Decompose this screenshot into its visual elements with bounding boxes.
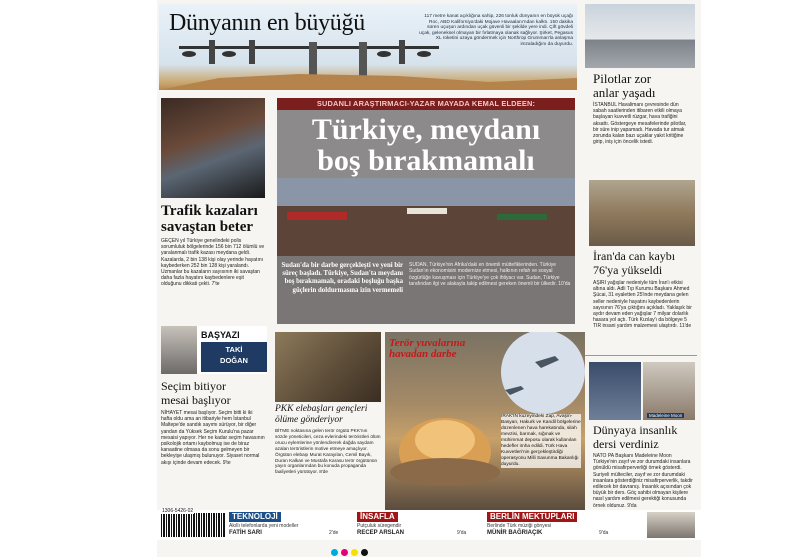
- pilots-text: İSTANBUL Havalimanı çevresinde dün sabah saatlerinden itibaren etkili olmaya başlayan kuvvetli rüzgar, hava trafiğini aksattı. Göstergeye mesafelerinde pilotlar, bir süre inip yapamadı. Havada tur atmak zorunda kalan bazı uçaklar yakıt kritiğine girip, iniş için öncelik istedi.: [593, 102, 687, 146]
- iran-title-2: 76'ya yükseldi: [593, 263, 663, 277]
- headline-overline: SUDANLI ARAŞTIRMACI-YAZAR MAYADA KEMAL ELDEEN:: [316, 99, 536, 108]
- columnist-name-1: TAKİ: [225, 345, 243, 354]
- headline-text: SUDAN, Türkiye'nin Afrika'daki en önemli müttefiklerinden. Türkiye Sudan'ın ekonomisini modernize etmesi, halkının refah ve sosyal özgürlüğe kavuşması için Türkiye'ye çok ihtiyacı var. Sudan, Türkiye tarafından ilgi ve alakayla takip edilmesi gereken önemli bir ülkedir. 10'da: [409, 262, 571, 287]
- newspaper-page: [157, 0, 701, 557]
- airstrike-photo: [385, 332, 585, 510]
- columnist-title-2: mesai başlıyor: [161, 393, 231, 407]
- traffic-text: GEÇEN yıl Türkiye genelindeki polis sorumluluk bölgelerinde 156 bin 712 ölümlü ve yaralanmalı trafik kazası meydana geldi. Kazalarda, 2 bin 138 kişi olay yerinde hayatını kaybederken 252 bin 128 kişi yaralandı. Uzmanlar bu kazaların sayısının iki savaştan daha fazla hayatını kaybedenlere eşit olduğunu dikkati çekti. 7'te: [161, 238, 265, 288]
- nato-speaker-photo: [589, 362, 641, 420]
- promo-technology-sub: Akıllı telefonlarda yeni modeller: [229, 523, 299, 529]
- columnist-label: BAŞYAZI: [201, 330, 240, 340]
- nato-text: NATO PA Başkanı Madeleine Moon Türkiye'nin zayıf ve zor durumdaki insanlara gönüldü misafirperverliği örnek gösterdi. Suriyeli mülteciler, zayıf ve zor durumdaki insanlara gösterdiğiniz misafirperverlik, takdir edilecek bir davranış. İnsanlık açısından çok büyük bir ders. Göç sahibi olmayan kişilere nasıl yardım edilmesi gerektiği konusunda örnek oldunuz. 9'da: [593, 453, 693, 509]
- promo-insafla-sub: Putçuluk süregendir: [357, 523, 402, 529]
- pkk-text: BİTME noktasına gelen terör örgütü PKK'nın sözde yöneticileri, ceza evlerindeki teröristleri ölüm orucu eylemlerine yönlendirerek dağda saydam azalan teröristlerin motive etmeye amaçlıyor. Örgütün elebaşı Murat Karayılan, Cemil Bayık, Duran Kalkan ve Mustafa Karasu terör örgütünün yayın organlarından bu konuda propaganda faaliyetleri yürütüyor. 8'de: [275, 428, 381, 475]
- pkk-title-2: ölüme gönderiyor: [275, 415, 343, 425]
- columnist-text: NİHAYET mesai başlıyor. Seçim bitti ki iki hafta oldu ama an itibariyle hem İstanbul Maltepe'de sandık sayımı sürüyor, bir diğer yandan da Yüksek Seçim Kurulu'na pazar mesaisi yapıyor. Her ne kadar seçim havasının psikolojik ortamı kaybolmuş ise de biraz kanaatine olmasa da sonu gelmeyen bir bekleyişe ulaşmış bulunuyor. Siyaset normal akışı içinde devam edecek. 9'te: [161, 410, 265, 466]
- traffic-title-1: Trafik kazaları: [161, 203, 258, 219]
- iran-text: AŞIRI yağışlar nedeniyle tüm İran'ı etkisi altına aldı. Adli Tıp Kurumu Başkanı Ahmed Şücai, 31 eyaletten 25'inde meydana gelen seller nedeniyle hayatını kaybedenlerin sayısının 76'ya çıktığını açıkladı. Yaklaşık bir aydır devam eden yağışlar 7 milyar dolarlık hasara yol açtı. Türk Kızılay'ı da bölgeye 5 TIR insani yardım malzemesi ulaştırdı. 11'de: [593, 280, 692, 330]
- terror-text: IRAK'IN kuzeyindeki Zap, Avaşin-Basyan, Hakurk ve Kandil bölgelerine düzenlenen hava harekatında, silah mevzisi, barınak, sığınak ve mühimmat deposu olarak kullanılan hedefler imha edildi. Türk Hava Kuvvetleri'nin gerçekleştirdiği operasyonu Milli Savunma Bakanlığı duyurdu.: [501, 414, 581, 467]
- nato-title-1: Dünyaya insanlık: [593, 423, 678, 437]
- terror-overlay-1: Terör yuvalarına: [389, 337, 466, 349]
- headline-line-2: boş bırakmamalı: [317, 144, 535, 177]
- cyan-registration-dot: [331, 549, 338, 556]
- protest-crowd-photo: [277, 178, 575, 256]
- nato-title-2: dersi verdiniz: [593, 437, 659, 451]
- promo-berlin-sub: Berlinde Türk müziği gönyesi: [487, 523, 552, 529]
- headline-line-1: Türkiye, meydanı: [311, 113, 541, 146]
- columnist-photo: [161, 326, 197, 374]
- headline-caption: Sudan'da bir darbe gerçekleşti ve yeni bir süreç başladı. Türkiye, Sudan'ta meydanı boş bırakmamalı, oradaki boşluğu başka güçlerin doldurmasına izin vermemeli: [281, 262, 403, 294]
- promo-technology-title: TEKNOLOJİ: [229, 512, 281, 522]
- iran-flood-photo: [589, 180, 695, 246]
- plane-banner-photo: [159, 4, 577, 90]
- barcode: [161, 513, 225, 537]
- promo-berlin[interactable]: [487, 512, 627, 536]
- banner-text: 117 metre kanat açıklığına sahip, 226 tonluk dünyanın en büyük uçağı Roc, ABD Kaliforniya'daki Mojave Havaalanı'ndan kalktı. 150 dakika süren uçuşun ardından uçak güvenli bir şekilde yere indi. Çift gövdeli uçak, geleneksel olmayan bir fırlatmaya olanak sağlıyor. Şirket, Pegasus XL roketini uzaya göndermek için Northrop Grumman'la anlaşma imzaladığını da duyurdu.: [419, 14, 573, 47]
- airport-photo: [585, 4, 695, 68]
- terror-overlay-2: havadan darbe: [389, 348, 457, 360]
- yellow-registration-dot: [351, 549, 358, 556]
- iran-title-1: İran'da can kaybı: [593, 249, 676, 263]
- columnist-box: [161, 326, 267, 374]
- headline-block: [277, 110, 575, 178]
- promo-technology-name: FATİH SARI: [229, 530, 262, 536]
- promo-berlin-page: 9'da: [599, 530, 609, 536]
- pkk-fighters-photo: [275, 332, 381, 402]
- black-registration-dot: [361, 549, 368, 556]
- headline-overline-bar: [277, 98, 575, 110]
- promo-technology[interactable]: [229, 512, 349, 536]
- photo-caption: Madeleine Moon: [649, 413, 683, 418]
- columnist-name-box: [201, 342, 267, 372]
- promo-insafla-title: İNSAFLA: [357, 512, 398, 522]
- magenta-registration-dot: [341, 549, 348, 556]
- promo-insafla-page: 9'da: [457, 530, 467, 536]
- divider: [585, 355, 697, 356]
- traffic-title-2: savaştan beter: [161, 219, 254, 235]
- crowd-illustration: [277, 178, 575, 256]
- promo-berlin-name: MÜNİR BAĞRIAÇIK: [487, 530, 543, 536]
- promo-technology-page: 2'de: [329, 530, 339, 536]
- columnist-title-1: Seçim bitiyor: [161, 379, 226, 393]
- pilots-title-2: anlar yaşadı: [593, 85, 656, 100]
- headline-text-panel: [277, 256, 575, 324]
- car-crash-photo: [161, 98, 265, 198]
- columnist-name-2: DOĞAN: [220, 356, 248, 365]
- promo-portrait-photo: [647, 512, 695, 538]
- madeleine-moon-photo: [643, 362, 695, 420]
- promo-insafla[interactable]: [357, 512, 477, 536]
- pkk-title-1: PKK elebaşları gençleri: [275, 404, 368, 414]
- promo-insafla-name: RECEP ARSLAN: [357, 530, 405, 536]
- promo-berlin-title: BERLİN MEKTUPLARI: [487, 512, 577, 522]
- banner-title: Dünyanın en büyüğü: [169, 10, 365, 36]
- pilots-title-1: Pilotlar zor: [593, 71, 652, 86]
- barcode-number: 1306-5426-02: [162, 508, 194, 514]
